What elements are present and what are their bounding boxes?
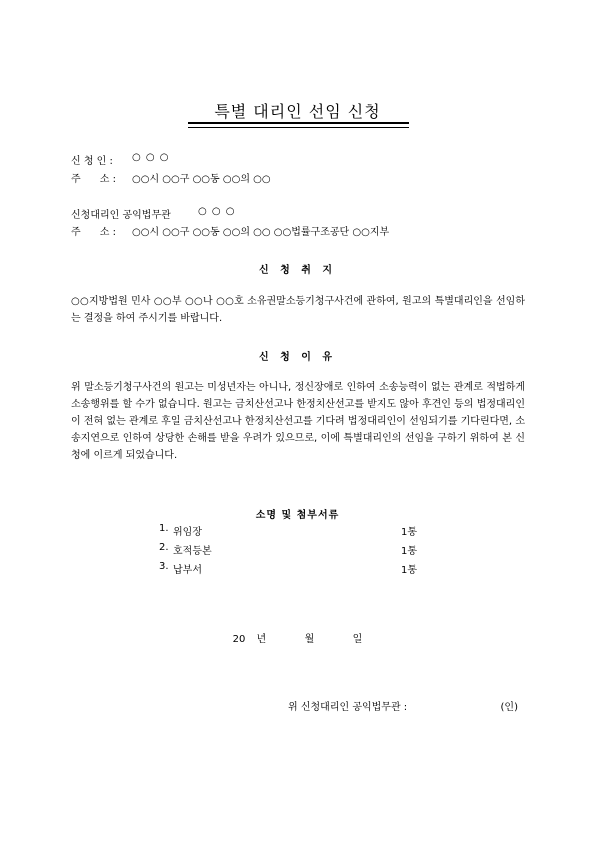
attachment-number: 1. — [159, 523, 169, 534]
attachment-name: 위임장 — [173, 527, 202, 538]
reason-heading: 신 청 이 유 — [258, 352, 337, 363]
attachment-number: 2. — [159, 542, 169, 553]
attachment-quantity: 1통 — [400, 546, 417, 557]
date-day: 일 — [352, 634, 363, 645]
applicant-name: ○ ○ ○ — [132, 152, 170, 163]
attachment-name: 납부서 — [173, 565, 202, 576]
signature-label: 위 신청대리인 공익법무관 : — [288, 702, 408, 713]
attachment-quantity: 1통 — [400, 565, 417, 576]
attachment-item — [159, 561, 419, 575]
date-year: 20 년 — [232, 634, 267, 645]
attachment-quantity: 1통 — [400, 527, 417, 538]
agent-label: 신청대리인 공익법무관 — [71, 210, 171, 221]
date-line — [0, 630, 595, 645]
title-underline-thin — [188, 127, 409, 128]
document-title: 특별 대리인 선임 신청 — [214, 102, 381, 121]
reason-text: 위 말소등기청구사건의 원고는 미성년자는 아니나, 정신장애로 인하여 소송능력이 없는 관계로 적법하게 소송행위를 할 수가 없습니다. 원고는 금치산선고나 한정치산선고를 받지도 않아 후견인 등의 법정대리인이 전혀 없는 관계로 후일 금치산선고나 한정치산선고를 기다려 법정대리인이 선임되기를 기다린다면, 소송지연으로 인하여 상당한 손해를 받을 우려가 있으므로, 이에 특별대리인의 선임을 구하기 위하여 본 신청에 이르게 되었습니다. — [71, 382, 525, 461]
applicant-address: ○○시 ○○구 ○○동 ○○의 ○○ — [132, 174, 271, 185]
agent-address-label: 주 소 : — [71, 227, 116, 238]
attachment-item — [159, 523, 419, 537]
date-month: 월 — [304, 634, 315, 645]
attachment-item — [159, 542, 419, 556]
purpose-text: ○○지방법원 민사 ○○부 ○○나 ○○호 소유권말소등기청구사건에 관하여, 원고의 특별대리인을 선임하는 결정을 하여 주시기를 바랍니다. — [71, 296, 525, 324]
applicant-label: 신 청 인 : — [71, 156, 113, 167]
attachment-name: 호적등본 — [173, 546, 212, 557]
attachment-number: 3. — [159, 561, 169, 572]
agent-name: ○ ○ ○ — [198, 206, 236, 217]
purpose-heading: 신 청 취 지 — [258, 265, 337, 276]
agent-address: ○○시 ○○구 ○○동 ○○의 ○○ ○○법률구조공단 ○○지부 — [132, 227, 390, 238]
title-underline-thick — [188, 122, 409, 124]
seal-mark: (인) — [500, 702, 518, 713]
attachments-heading: 소명 및 첨부서류 — [255, 510, 340, 521]
applicant-address-label: 주 소 : — [71, 174, 116, 185]
